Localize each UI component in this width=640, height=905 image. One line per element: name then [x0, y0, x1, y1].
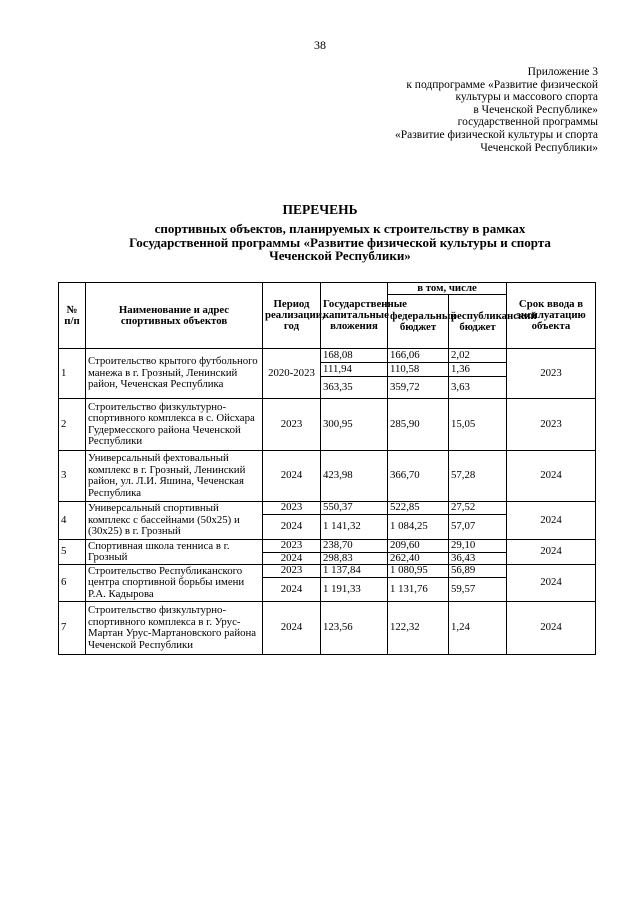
cell-num: 3	[59, 451, 86, 502]
subtitle-line: спортивных объектов, планируемых к строительству в рамках	[154, 221, 526, 236]
cell-term: 2024	[507, 540, 596, 565]
cell-invest: 123,56	[321, 602, 388, 655]
appendix-line: «Развитие физической культуры и спорта	[395, 128, 598, 141]
cell-period: 2023	[263, 540, 321, 553]
cell-federal: 285,90	[388, 399, 449, 451]
appendix-line: Приложение 3	[527, 66, 598, 78]
page-number: 38	[314, 38, 326, 52]
header-name: Наименование и адрес спортивных объектов	[86, 283, 263, 349]
cell-invest: 300,95	[321, 399, 388, 451]
cell-invest: 111,94	[321, 363, 388, 377]
cell-republic: 56,89	[449, 565, 507, 578]
cell-period: 2024	[263, 578, 321, 602]
appendix-line: Чеченской Республики»	[480, 141, 598, 154]
cell-invest: 238,70	[321, 540, 388, 553]
cell-name: Универсальный спортивный комплекс с бассейнами (50х25) и (30х25) в г. Грозный	[86, 502, 263, 540]
cell-federal: 1 131,76	[388, 578, 449, 602]
cell-period: 2023	[263, 565, 321, 578]
appendix-line: в Чеченской Республике»	[473, 103, 598, 116]
header-term: Срок ввода в эксплуатацию объекта	[507, 283, 596, 349]
cell-republic: 15,05	[449, 399, 507, 451]
cell-num: 7	[59, 602, 86, 655]
cell-republic: 59,57	[449, 578, 507, 602]
cell-republic: 36,43	[449, 552, 507, 565]
cell-period: 2024	[263, 552, 321, 565]
cell-federal: 359,72	[388, 377, 449, 399]
cell-federal: 262,40	[388, 552, 449, 565]
document-subtitle	[70, 222, 610, 263]
header-period: Период реализации, год	[263, 283, 321, 349]
cell-period: 2023	[263, 502, 321, 515]
cell-federal: 1 080,95	[388, 565, 449, 578]
appendix-line: культуры и массового спорта	[455, 91, 598, 104]
cell-term: 2024	[507, 451, 596, 502]
table-row	[59, 565, 596, 578]
cell-num: 1	[59, 349, 86, 399]
cell-republic: 3,63	[449, 377, 507, 399]
header-federal: федеральный бюджет	[388, 295, 449, 349]
cell-federal: 522,85	[388, 502, 449, 515]
cell-term: 2023	[507, 399, 596, 451]
cell-term: 2024	[507, 565, 596, 602]
cell-republic: 57,07	[449, 515, 507, 540]
cell-name: Спортивная школа тенниса в г. Грозный	[86, 540, 263, 565]
cell-invest: 1 191,33	[321, 578, 388, 602]
cell-federal: 110,58	[388, 363, 449, 377]
cell-num: 6	[59, 565, 86, 602]
header-republic: республиканский бюджет	[449, 295, 507, 349]
cell-name: Строительство физкультурно-спортивного комплекса в с. Ойсхара Гудермесского района Чеченской Республики	[86, 399, 263, 451]
header-invest: Государственные капитальные вложения	[321, 283, 388, 349]
cell-federal: 122,32	[388, 602, 449, 655]
cell-name: Строительство Республиканского центра спортивной борьбы имени Р.А. Кадырова	[86, 565, 263, 602]
cell-invest: 298,83	[321, 552, 388, 565]
sports-objects-table	[58, 282, 596, 655]
appendix-line: к подпрограмме «Развитие физической	[406, 78, 598, 91]
cell-federal: 209,60	[388, 540, 449, 553]
cell-name: Строительство крытого футбольного манежа в г. Грозный, Ленинский район, Чеченская Республика	[86, 349, 263, 399]
header-num: № п/п	[59, 283, 86, 349]
table-row	[59, 349, 596, 363]
cell-term: 2024	[507, 502, 596, 540]
cell-republic: 1,36	[449, 363, 507, 377]
table-row	[59, 451, 596, 502]
header-incl: в том, числе	[388, 283, 507, 295]
subtitle-line: Чеченской Республики»	[269, 248, 411, 263]
cell-invest: 423,98	[321, 451, 388, 502]
cell-invest: 168,08	[321, 349, 388, 363]
cell-period: 2024	[263, 602, 321, 655]
cell-republic: 1,24	[449, 602, 507, 655]
cell-term: 2023	[507, 349, 596, 399]
cell-num: 4	[59, 502, 86, 540]
cell-invest: 550,37	[321, 502, 388, 515]
cell-republic: 57,28	[449, 451, 507, 502]
cell-republic: 27,52	[449, 502, 507, 515]
cell-num: 5	[59, 540, 86, 565]
cell-term: 2024	[507, 602, 596, 655]
cell-period: 2024	[263, 451, 321, 502]
cell-name: Универсальный фехтовальный комплекс в г. Грозный, Ленинский район, ул. Л.И. Яшина, Чеченская Республика	[86, 451, 263, 502]
cell-invest: 1 137,84	[321, 565, 388, 578]
cell-federal: 366,70	[388, 451, 449, 502]
cell-period: 2020-2023	[263, 349, 321, 399]
cell-invest: 1 141,32	[321, 515, 388, 540]
appendix-block	[338, 66, 598, 154]
appendix-line: государственной программы	[457, 116, 598, 129]
cell-period: 2023	[263, 399, 321, 451]
table-row	[59, 399, 596, 451]
cell-federal: 1 084,25	[388, 515, 449, 540]
cell-invest: 363,35	[321, 377, 388, 399]
table-row	[59, 602, 596, 655]
table-row	[59, 502, 596, 515]
cell-republic: 2,02	[449, 349, 507, 363]
subtitle-line: Государственной программы «Развитие физической культуры и спорта	[129, 234, 551, 250]
cell-period: 2024	[263, 515, 321, 540]
cell-federal: 166,06	[388, 349, 449, 363]
cell-name: Строительство физкультурно-спортивного комплекса в г. Урус-Мартан Урус-Мартановского района Чеченской Республики	[86, 602, 263, 655]
table-row	[59, 540, 596, 553]
cell-num: 2	[59, 399, 86, 451]
cell-republic: 29,10	[449, 540, 507, 553]
document-title: ПЕРЕЧЕНЬ	[282, 202, 358, 217]
